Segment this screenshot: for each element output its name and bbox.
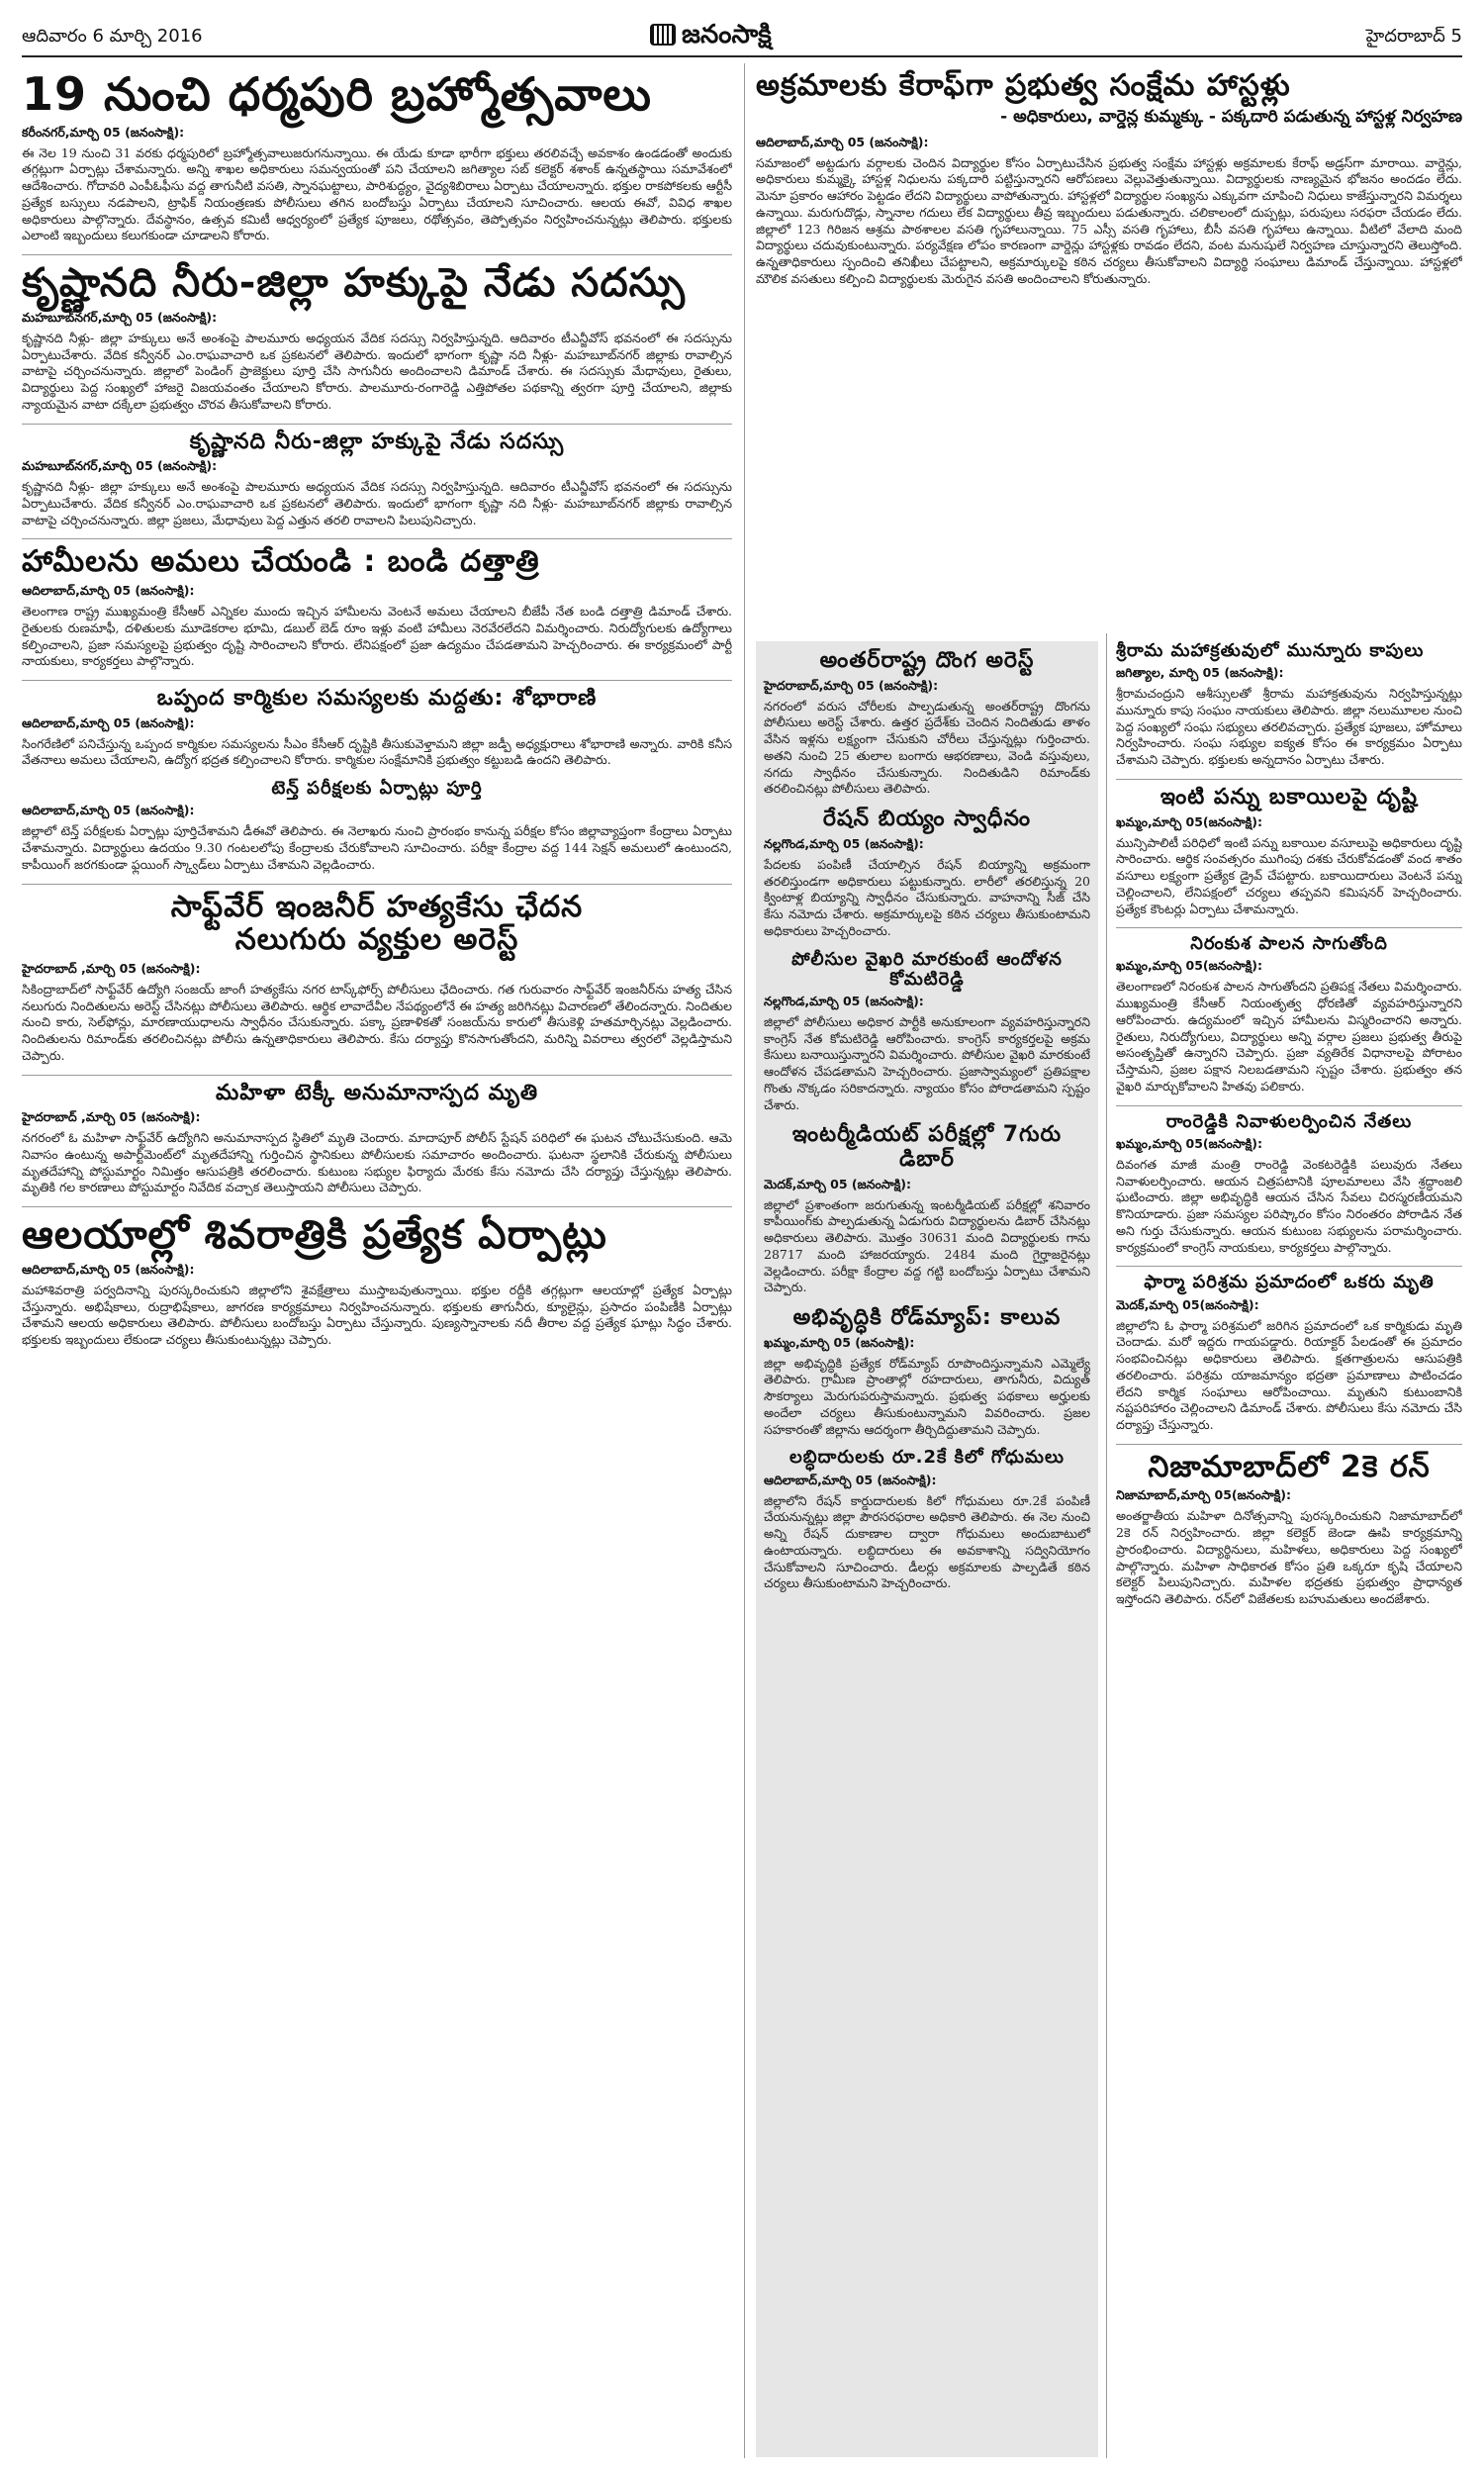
- column-divider: [744, 63, 745, 2458]
- article-krishna-river-1: [22, 261, 732, 414]
- page-city-number: హైదరాబాద్ 5: [1365, 26, 1462, 47]
- divider: [22, 1206, 732, 1207]
- headline: హామీలను అమలు చేయండి : బండి దత్తాత్రి: [22, 544, 540, 580]
- divider: [22, 680, 732, 681]
- dateline: నల్లగొండ,మార్చి 05 (జనంసాక్షి):: [764, 835, 924, 851]
- divider: [1116, 1266, 1462, 1267]
- dateline: హైదరాబాద్ ,మార్చి 05 (జనంసాక్షి):: [22, 960, 201, 976]
- dateline: ఆదిలాబాద్,మార్చి 05 (జనంసాక్షి):: [764, 1472, 937, 1487]
- article-munnuru-kapu: [1116, 641, 1462, 769]
- headline-line-2: నలుగురు వ్యక్తుల అరెస్ట్: [234, 922, 519, 958]
- article-body: మున్సిపాలిటీ పరిధిలో ఇంటి పన్ను బకాయిల వసూలుపై అధికారులు దృష్టి సారించారు. ఆర్థిక సంవత్సరం ముగింపు దశకు చేరుకోవడంతో వంద శాతం వసూలు లక్ష్యంగా ప్రత్యేక డ్రైవ్ చేపట్టారు. బకాయిదారులు వెంటనే పన్ను చెల్లించాలని, లేనిపక్షంలో చర్యలు తప్పవని కమిషనర్ హెచ్చరించారు. ప్రత్యేక కౌంటర్లు ఏర్పాటు చేశామన్నారు.: [1116, 834, 1462, 916]
- article-body: జిల్లాలోని రేషన్ కార్డుదారులకు కిలో గోధుమలు రూ.2కే పంపిణీ చేయనున్నట్లు జిల్లా పౌరసరఫరాల అధికారి తెలిపారు. ఈ నెల నుంచి అన్ని రేషన్ దుకాణాల ద్వారా గోధుమలు అందుబాటులో ఉంటాయన్నారు. లబ్ధిదారులు ఈ అవకాశాన్ని సద్వినియోగం చేసుకోవాలని సూచించారు. డీలర్లు అక్రమాలకు పాల్పడితే కఠిన చర్యలు తీసుకుంటామని హెచ్చరించారు.: [764, 1492, 1090, 1591]
- article-body: నగరంలో వరుస చోరీలకు పాల్పడుతున్న అంతర్‌రాష్ట్ర దొంగను పోలీసులు అరెస్ట్ చేశారు. ఉత్తర ప్రదేశ్‌కు చెందిన నిందితుడు తాళం వేసిన ఇళ్లను లక్ష్యంగా చేసుకుని చోరీలు చేస్తున్నట్లు గుర్తించారు. అతని నుంచి 25 తులాల బంగారు ఆభరణాలు, వెండి వస్తువులు, నగదు స్వాధీనం చేసుకున్నారు. నిందితుడిని రిమాండ్‌కు తరలించినట్లు పోలీసులు తెలిపారు.: [764, 698, 1090, 797]
- headline: టెన్త్ పరీక్షలకు ఏర్పాట్లు పూర్తి: [271, 778, 483, 800]
- headline: రాంరెడ్డికి నివాళులర్పించిన నేతలు: [1165, 1110, 1413, 1132]
- dateline: ఆదిలాబాద్,మార్చి 05 (జనంసాక్షి):: [22, 583, 195, 599]
- divider: [1116, 927, 1462, 928]
- headline: కృష్ణానది నీరు-జిల్లా హక్కుపై నేడు సదస్సు: [22, 260, 686, 307]
- article-body: శ్రీరామచంద్రుని ఆశీస్సులతో శ్రీరామ మహాక్రతువును నిర్వహిస్తున్నట్లు మున్నూరు కాపు సంఘం నాయకులు తెలిపారు. జిల్లా నలుమూలల నుంచి పెద్ద సంఖ్యలో సంఘ సభ్యులు తరలివచ్చారు. ప్రత్యేక పూజలు, హోమాలు నిర్వహించారు. సంఘ సభ్యుల ఐక్యత కోసం ఈ కార్యక్రమం ఏర్పాటు చేశామని చెప్పారు. భక్తులకు అన్నదానం ఏర్పాటు చేశారు.: [1116, 686, 1462, 768]
- article-body: దివంగత మాజీ మంత్రి రాంరెడ్డి వెంకటరెడ్డికి పలువురు నేతలు నివాళులర్పించారు. ఆయన చిత్రపటానికి పూలమాలలు వేసి శ్రద్ధాంజలి ఘటించారు. జిల్లా అభివృద్ధికి ఆయన చేసిన సేవలు చిరస్మరణీయమని కొనియాడారు. ప్రజా సమస్యల పరిష్కారం కోసం నిరంతరం పోరాడిన నేత అని గుర్తు చేసుకున్నారు. ఆయన కుటుంబ సభ్యులను పరామర్శించారు. కార్యక్రమంలో కాంగ్రెస్ నాయకులు, కార్యకర్తలు పాల్గొన్నారు.: [1116, 1156, 1462, 1255]
- divider: [22, 254, 732, 255]
- article-house-tax: [1116, 786, 1462, 917]
- headline: నిరంకుశ పాలన సాగుతోంది: [1190, 933, 1388, 955]
- article-body: పేదలకు పంపిణీ చేయాల్సిన రేషన్ బియ్యాన్ని అక్రమంగా తరలిస్తుండగా అధికారులు పట్టుకున్నారు. లారీలో తరలిస్తున్న 20 క్వింటాళ్ల బియ్యాన్ని స్వాధీనం చేసుకున్నారు. వాహనాన్ని సీజ్ చేసి కేసు నమోదు చేశారు. అక్రమార్కులపై కఠిన చర్యలు తీసుకుంటామని అధికారులు హెచ్చరించారు.: [764, 856, 1090, 938]
- dateline: ఆదిలాబాద్,మార్చి 05 (జనంసాక్షి):: [22, 803, 195, 818]
- dateline: ఆదిలాబాద్,మార్చి 05 (జనంసాక్షి):: [22, 714, 195, 730]
- headline: ఇంటర్మీడియట్ పరీక్షల్లో 7గురు డిబార్: [791, 1122, 1063, 1172]
- masthead-logo-icon: [650, 24, 676, 46]
- article-body: జిల్లాలో టెన్త్ పరీక్షలకు ఏర్పాట్లు పూర్తిచేశామని డీఈవో తెలిపారు. ఈ నెలాఖరు నుంచి ప్రారంభం కానున్న పరీక్షల కోసం జిల్లావ్యాప్తంగా కేంద్రాలు ఏర్పాటు చేశామన్నారు. విద్యార్థులు ఉదయం 9.30 గంటలలోపు కేంద్రాలకు చేరుకోవాలని సూచించారు. పరీక్షా కేంద్రాల వద్ద 144 సెక్షన్ అమలులో ఉంటుందని, కాపీయింగ్ జరగకుండా ఫ్లయింగ్ స్క్వాడ్‌లు ఏర్పాటు చేశామని వెల్లడించారు.: [22, 823, 732, 872]
- dateline: జగిత్యాల, మార్చి 05 (జనంసాక్షి):: [1116, 665, 1284, 681]
- article-body: అంతర్జాతీయ మహిళా దినోత్సవాన్ని పురస్కరించుకుని నిజామాబాద్‌లో 2కె రన్ నిర్వహించారు. జిల్లా కలెక్టర్ జెండా ఊపి కార్యక్రమాన్ని ప్రారంభించారు. విద్యార్థినులు, మహిళలు, అధికారులు పెద్ద సంఖ్యలో పాల్గొన్నారు. మహిళా సాధికారత కోసం ప్రతి ఒక్కరూ కృషి చేయాలని కలెక్టర్ పిలుపునిచ్చారు. మహిళల భద్రతకు ప్రభుత్వం ప్రాధాన్యత ఇస్తోందని తెలిపారు. రన్‌లో విజేతలకు బహుమతులు అందజేశారు.: [1116, 1508, 1462, 1607]
- dateline: హైదరాబాద్ ,మార్చి 05 (జనంసాక్షి):: [22, 1109, 201, 1125]
- divider: [1116, 1105, 1462, 1106]
- article-pharma-accident: [1116, 1273, 1462, 1433]
- headline: అంతర్‌రాష్ట్ర దొంగ అరెస్ట్: [819, 648, 1035, 673]
- article-wheat: [764, 1448, 1090, 1592]
- article-interstate-thief: [764, 649, 1090, 798]
- dateline: మహబూబ్‌నగర్,మార్చి 05 (జనంసాక్షి):: [22, 458, 218, 474]
- article-body: ఈ నెల 19 నుంచి 31 వరకు ధర్మపురిలో బ్రహ్మోత్సవాలుజరుగనున్నాయి. ఈ యేడు కూడా భారీగా భక్తులు తరలివచ్చే అవకాశం ఉండడంతో అందుకు తగ్గట్లుగా ఏర్పాట్లు చేశామన్నారు. అన్ని శాఖల అధికారులు సమన్వయంతో పని చేయాలని జగిత్యాల సబ్ కలెక్టర్ శశాంక్ ఉన్నతస్థాయి సమావేశంలో ఆదేశించారు. గోదావరి ఎంపీఓఫీసు వద్ద తాగునీటి వసతి, స్నానఘట్టాలు, పారిశుద్ధ్యం, వైద్యశిబిరాలు ఏర్పాటు చేయాలన్నారు. భక్తుల రాకపోకలకు ఆర్టీసీ ప్రత్యేక బస్సులు నడపాలని, ట్రాఫిక్ నియంత్రణకు పోలీసులు తగిన బందోబస్తు ఏర్పాటు చేయాలని సూచించారు. ఆలయ ఈవో, వివిధ శాఖల అధికారులు పాల్గొన్నారు. దేవస్థానం, ఉత్సవ కమిటీ ఆధ్వర్యంలో ప్రత్యేక పూజలు, రథోత్సవం, తెప్పోత్సవం నిర్వహించనున్నట్లు తెలిపారు. భక్తులకు ఎలాంటి ఇబ్బందులు కలుగకుండా చూడాలని కోరారు.: [22, 144, 732, 243]
- article-body: జిల్లాలో ప్రశాంతంగా జరుగుతున్న ఇంటర్మీడియట్ పరీక్షల్లో శనివారం కాపీయింగ్‌కు పాల్పడుతున్న ఏడుగురు విద్యార్థులను డిబార్ చేసినట్లు అధికారులు తెలిపారు. మొత్తం 30631 మంది విద్యార్థులకు గాను 28717 మంది హాజరయ్యారు. 2484 మంది గైర్హాజరైనట్లు వెల్లడించారు. పరీక్షా కేంద్రాల వద్ద గట్టి బందోబస్తు ఏర్పాటు చేశామని చెప్పారు.: [764, 1196, 1090, 1295]
- middle-column-box: [756, 641, 1098, 2457]
- issue-date: ఆదివారం 6 మార్చి 2016: [22, 26, 203, 47]
- dateline: ఖమ్మం,మార్చి 05(జనంసాక్షి):: [1116, 813, 1262, 829]
- dateline: ఖమ్మం,మార్చి 05(జనంసాక్షి):: [1116, 958, 1262, 974]
- dateline: మెదక్,మార్చి 05(జనంసాక్షి):: [1116, 1296, 1259, 1312]
- headline: కృష్ణానది నీరు-జిల్లా హక్కుపై నేడు సదస్సు: [189, 428, 565, 454]
- article-body: జిల్లా అభివృద్ధికి ప్రత్యేక రోడ్‌మ్యాప్ రూపొందిస్తున్నామని ఎమ్మెల్యే తెలిపారు. గ్రామీణ ప్రాంతాల్లో రహదారులు, తాగునీరు, విద్యుత్ సౌకర్యాలు మెరుగుపరుస్తామన్నారు. ప్రభుత్వ పథకాలు అర్హులకు అందేలా చర్యలు తీసుకుంటున్నామని వివరించారు. ప్రజల సహకారంతో జిల్లాను ఆదర్శంగా తీర్చిదిద్దుతామని చెప్పారు.: [764, 1355, 1090, 1437]
- article-body: నగరంలో ఓ మహిళా సాఫ్ట్‌వేర్ ఉద్యోగిని అనుమానాస్పద స్థితిలో మృతి చెందారు. మాదాపూర్ పోలీస్ స్టేషన్ పరిధిలో ఈ ఘటన చోటుచేసుకుంది. ఆమె నివాసం ఉంటున్న అపార్ట్‌మెంట్‌లో మృతదేహాన్ని గుర్తించిన స్థానికులు పోలీసులకు సమాచారం అందించారు. ఘటనా స్థలానికి చేరుకున్న పోలీసులు మృతదేహాన్ని పోస్టుమార్టం నిమిత్తం ఆసుపత్రికి తరలించారు. కుటుంబ సభ్యుల ఫిర్యాదు మేరకు కేసు నమోదు చేసి దర్యాప్తు చేస్తున్నట్లు తెలిపారు. మృతికి గల కారణాలు పోస్టుమార్టం నివేదిక వచ్చాక తెలుస్తాయని పోలీసులు చెప్పారు.: [22, 1130, 732, 1195]
- article-autocratic-rule: [1116, 934, 1462, 1094]
- headline: లబ్ధిదారులకు రూ.2కే కిలో గోధుమలు: [789, 1447, 1065, 1469]
- article-bandi-dattatri: [22, 545, 732, 670]
- subheadline: - అధికారులు, వార్డెన్ల కుమ్మక్కు - పక్కదారి పడుతున్న హాస్టళ్ల నిర్వహణ: [1000, 106, 1462, 127]
- article-inter-exams-debar: [764, 1123, 1090, 1296]
- divider: [1116, 1444, 1462, 1445]
- headline: అక్రమాలకు కేరాఫ్‌గా ప్రభుత్వ సంక్షేమ హాస్టళ్లు: [756, 69, 1291, 103]
- article-komatireddy: [764, 950, 1090, 1114]
- headline: పోలీసుల వైఖరి మారకుంటే ఆందోళన కోమటిరెడ్డి: [791, 948, 1063, 990]
- article-body: తెలంగాణ రాష్ట్ర ముఖ్యమంత్రి కేసీఆర్ ఎన్నికల ముందు ఇచ్చిన హామీలను వెంటనే అమలు చేయాలని బీజేపీ నేత బండి దత్తాత్రి డిమాండ్ చేశారు. రైతులకు రుణమాఫీ, దళితులకు మూడెకరాల భూమి, డబుల్ బెడ్ రూం ఇళ్లు వంటి హామీలు నెరవేరలేదని విమర్శించారు. నిరుద్యోగులకు ఉద్యోగాలు కల్పించాలని, ప్రజా సమస్యలపై ప్రభుత్వం దృష్టి సారించాలని కోరారు. లేనిపక్షంలో ప్రజా ఉద్యమం చేపడతామని హెచ్చరించారు. ఈ కార్యక్రమంలో పార్టీ నాయకులు, కార్యకర్తలు పాల్గొన్నారు.: [22, 604, 732, 669]
- article-2k-run: [1116, 1451, 1462, 1608]
- dateline: ఖమ్మం,మార్చి 05 (జనంసాక్షి):: [764, 1334, 915, 1350]
- article-body: జిల్లాలోని ఓ ఫార్మా పరిశ్రమలో జరిగిన ప్రమాదంలో ఒక కార్మికుడు మృతి చెందాడు. మరో ఇద్దరు గాయపడ్డారు. రియాక్టర్ పేలడంతో ఈ ప్రమాదం సంభవించినట్లు అధికారులు తెలిపారు. క్షతగాత్రులను ఆసుపత్రికి తరలించారు. పరిశ్రమ యాజమాన్యం భద్రతా ప్రమాణాలు పాటించడం లేదని కార్మిక సంఘాలు ఆరోపించాయి. మృతుని కుటుంబానికి నష్టపరిహారం చెల్లించాలని డిమాండ్ చేశారు. పోలీసులు కేసు నమోదు చేసి దర్యాప్తు చేస్తున్నారు.: [1116, 1317, 1462, 1432]
- article-body: తెలంగాణలో నిరంకుశ పాలన సాగుతోందని ప్రతిపక్ష నేతలు విమర్శించారు. ముఖ్యమంత్రి కేసీఆర్ నియంతృత్వ ధోరణితో వ్యవహరిస్తున్నారని ఆరోపించారు. ఉద్యమంలో ఇచ్చిన హామీలను విస్మరించారని అన్నారు. రైతులు, నిరుద్యోగులు, విద్యార్థులు అన్ని వర్గాల ప్రజలు ప్రభుత్వ తీరుపై అసంతృప్తితో ఉన్నారని చెప్పారు. ప్రజా వ్యతిరేక విధానాలపై పోరాటం చేస్తామని, ప్రజల పక్షాన నిలబడతామని స్పష్టం చేశారు. ప్రభుత్వం తన వైఖరి మార్చుకోవాలని హితవు పలికారు.: [1116, 979, 1462, 1094]
- headline: ఫార్మా పరిశ్రమ ప్రమాదంలో ఒకరు మృతి: [1144, 1272, 1435, 1293]
- article-body: జిల్లాలో పోలీసులు అధికార పార్టీకి అనుకూలంగా వ్యవహరిస్తున్నారని కాంగ్రెస్ నేత కోమటిరెడ్డి ఆరోపించారు. కాంగ్రెస్ కార్యకర్తలపై అక్రమ కేసులు బనాయిస్తున్నారని విమర్శించారు. పోలీసుల వైఖరి మారకుంటే ఆందోళన చేపడతామని హెచ్చరించారు. ప్రజాస్వామ్యంలో ప్రతిపక్షాల గొంతు నొక్కడం సరికాదన్నారు. న్యాయం కోసం పోరాడతామని స్పష్టం చేశారు.: [764, 1013, 1090, 1112]
- dateline: నిజామాబాద్,మార్చి 05(జనంసాక్షి):: [1116, 1487, 1291, 1503]
- column-divider: [1106, 633, 1107, 2458]
- headline: ఇంటి పన్ను బకాయిలపై దృష్టి: [1159, 784, 1419, 809]
- article-dharmapuri: [22, 69, 732, 244]
- dateline: మహబూబ్‌నగర్,మార్చి 05 (జనంసాక్షి):: [22, 309, 218, 325]
- headline: 19 నుంచి ధర్మపురి బ్రహ్మోత్సవాలు: [22, 69, 652, 121]
- left-column: [22, 69, 732, 2459]
- article-ration-rice: [764, 808, 1090, 939]
- article-body: సికింద్రాబాద్‌లో సాఫ్ట్‌వేర్ ఉద్యోగి సంజయ్ జాంగీ హత్యకేసు నగర టాస్క్‌ఫోర్స్ పోలీసులు ఛేదించారు. గత గురువారం సాఫ్ట్‌వేర్ ఇంజనీర్‌ను హత్య చేసిన నలుగురు నిందితులను అరెస్ట్ చేసినట్లు పోలీసులు తెలిపారు. ఆర్థిక లావాదేవీల నేపథ్యంలోనే ఈ హత్య జరిగినట్లు విచారణలో తేలిందన్నారు. నిందితుల నుంచి కారు, సెల్‌ఫోన్లు, మారణాయుధాలను స్వాధీనం చేసుకున్నారు. పక్కా ప్రణాళికతో సంజయ్‌ను కారులో తీసుకెళ్లి హతమార్చినట్లు వెల్లడించారు. నిందితులను రిమాండ్‌కు తరలించినట్లు పోలీసు ఉన్నతాధికారులు తెలిపారు. కేసు దర్యాప్తు కొనసాగుతోందని, మరిన్ని వివరాలు త్వరలో వెల్లడిస్తామని చెప్పారు.: [22, 981, 732, 1063]
- divider: [22, 1075, 732, 1076]
- dateline: ఆదిలాబాద్,మార్చి 05 (జనంసాక్షి):: [756, 134, 929, 149]
- dateline: ఖమ్మం,మార్చి 05(జనంసాక్షి):: [1116, 1135, 1262, 1151]
- article-contract-workers: [22, 687, 732, 769]
- article-woman-techie: [22, 1082, 732, 1197]
- feature-hostels: [756, 69, 1462, 633]
- page-header: [22, 20, 1462, 57]
- headline: ఆలయాల్లో శివరాత్రికి ప్రత్యేక ఏర్పాట్లు: [22, 1212, 607, 1259]
- divider: [22, 884, 732, 885]
- dateline: మెదక్,మార్చి 05 (జనంసాక్షి):: [764, 1176, 911, 1191]
- article-body: కృష్ణానది నీళ్లు- జిల్లా హక్కులు అనే అంశంపై పాలమూరు అధ్యయన వేదిక సదస్సు నిర్వహిస్తున్నది. ఆదివారం టీఎన్జీవోస్ భవనంలో ఈ సదస్సును ఏర్పాటుచేశారు. వేదిక కన్వీనర్ ఎం.రాఘవాచారి ఒక ప్రకటనలో తెలిపారు. ఇందులో భాగంగా కృష్ణా నది నీళ్లు- మహబూబ్‌నగర్ జిల్లాకు రావాల్సిన వాటాపై చర్చించనున్నారు. జిల్లాలో పెండింగ్ ప్రాజెక్టులు పూర్తి చేసి సాగునీరు అందించాలని డిమాండ్ చేశారు. ఈ సదస్సుకు మేధావులు, రైతులు, విద్యార్థులు పెద్ద సంఖ్యలో హాజరై విజయవంతం చేయాలని కోరారు. పాలమూరు-రంగారెడ్డి ఎత్తిపోతల పథకాన్ని త్వరగా పూర్తి చేయాలని, జిల్లాకు న్యాయమైన వాటా దక్కేలా ప్రభుత్వం చొరవ తీసుకోవాలని కోరారు.: [22, 330, 732, 412]
- dateline: ఆదిలాబాద్,మార్చి 05 (జనంసాక్షి):: [22, 1261, 195, 1277]
- headline: సాఫ్ట్‌వేర్ ఇంజనీర్ హత్యకేసు ఛేదన: [170, 889, 584, 924]
- right-column: [1116, 641, 1462, 2457]
- headline: ఒప్పంద కార్మికుల సమస్యలకు మద్దతు: శోభారాణి: [156, 686, 598, 712]
- headline: మహిళా టెక్కీ అనుమానాస్పద మృతి: [215, 1080, 539, 1105]
- article-krishna-river-2: [22, 430, 732, 529]
- masthead: [650, 20, 772, 55]
- divider: [22, 538, 732, 539]
- headline: నిజామాబాద్‌లో 2కె రన్: [1148, 1449, 1431, 1484]
- article-tenth-exams: [22, 779, 732, 873]
- article-body: సమాజంలో అట్టడుగు వర్గాలకు చెందిన విద్యార్థుల కోసం ఏర్పాటుచేసిన ప్రభుత్వ సంక్షేమ హాస్టళ్లు అక్రమాలకు కేరాఫ్ అడ్రస్‌గా మారాయి. వార్డెన్లు, అధికారులు కుమ్మక్కై హాస్టళ్ల నిధులను పక్కదారి పట్టిస్తున్నారని ఆరోపణలు వెల్లువెత్తుతున్నాయి. విద్యార్థులకు నాణ్యమైన భోజనం అందడం లేదు. మెనూ ప్రకారం ఆహారం పెట్టడం లేదని విద్యార్థులు వాపోతున్నారు. హాస్టళ్లలో విద్యార్థుల సంఖ్యను ఎక్కువగా చూపించి నిధులు కాజేస్తున్నారని విమర్శలు ఉన్నాయి. మరుగుదొడ్లు, స్నానాల గదులు లేక విద్యార్థులు తీవ్ర ఇబ్బందులు పడుతున్నారు. చలికాలంలో దుప్పట్లు, పరుపులు సరఫరా చేయడం లేదు. జిల్లాలో 123 గిరిజన ఆశ్రమ పాఠశాలల వసతి గృహాలున్నాయి. 75 ఎస్సీ వసతి గృహాలు, బీసీ వసతి గృహాలు ఉన్నాయి. వీటిలో వేలాది మంది విద్యార్థులు చదువుకుంటున్నారు. పర్యవేక్షణ లోపం కారణంగా వార్డెన్లు హాస్టళ్లకు రావడం లేదని, వంట మనుషులే నిర్వహణ చూస్తున్నారని తెలుస్తోంది. ఉన్నతాధికారులు స్పందించి తనిఖీలు చేపట్టాలని, అక్రమార్కులపై కఠిన చర్యలు తీసుకోవాలని విద్యార్థి సంఘాలు డిమాండ్ చేస్తున్నాయి. హాస్టళ్లలో మౌలిక వసతులు కల్పించి విద్యార్థులకు మెరుగైన వసతి అందించాలని కోరుతున్నారు.: [756, 154, 1462, 286]
- article-shivaratri: [22, 1213, 732, 1349]
- headline: రేషన్ బియ్యం స్వాధీనం: [822, 807, 1032, 832]
- headline: అభివృద్ధికి రోడ్‌మ్యాప్: కాలువ: [792, 1305, 1062, 1331]
- article-roadmap: [764, 1306, 1090, 1438]
- divider: [1116, 779, 1462, 780]
- article-ramreddy-tribute: [1116, 1112, 1462, 1257]
- dateline: నల్లగొండ,మార్చి 05 (జనంసాక్షి):: [764, 993, 924, 1008]
- headline: శ్రీరామ మహాక్రతువులో మున్నూరు కాపులు: [1116, 641, 1425, 661]
- article-software-engineer-murder: [22, 891, 732, 1065]
- divider: [22, 424, 732, 425]
- masthead-name: జనంసాక్షి: [682, 20, 772, 49]
- dateline: కరీంనగర్,మార్చి 05 (జనంసాక్షి):: [22, 124, 185, 140]
- dateline: హైదరాబాద్,మార్చి 05 (జనంసాక్షి):: [764, 677, 939, 693]
- article-body: కృష్ణానది నీళ్లు- జిల్లా హక్కులు అనే అంశంపై పాలమూరు అధ్యయన వేదిక సదస్సు నిర్వహిస్తున్నది. ఆదివారం టీఎన్జీవోస్ భవనంలో ఈ సదస్సును ఏర్పాటుచేశారు. వేదిక కన్వీనర్ ఎం.రాఘవాచారి ఒక ప్రకటనలో తెలిపారు. ఇందులో భాగంగా కృష్ణా నది నీళ్లు- మహబూబ్‌నగర్ జిల్లాకు రావాల్సిన వాటాపై చర్చించనున్నారు. జిల్లా ప్రజలు, మేధావులు పెద్ద ఎత్తున తరలి రావాలని పిలుపునిచ్చారు.: [22, 479, 732, 527]
- article-body: మహాశివరాత్రి పర్వదినాన్ని పురస్కరించుకుని జిల్లాలోని శైవక్షేత్రాలు ముస్తాబవుతున్నాయి. భక్తుల రద్దీకి తగ్గట్లుగా ఆలయాల్లో ప్రత్యేక ఏర్పాట్లు చేస్తున్నారు. అభిషేకాలు, రుద్రాభిషేకాలు, జాగరణ కార్యక్రమాలు నిర్వహించనున్నారు. భక్తులకు తాగునీరు, క్యూలైన్లు, ప్రసాదం పంపిణీకి ఏర్పాట్లు చేశామని ఆలయ అధికారులు తెలిపారు. పోలీసులు బందోబస్తు ఏర్పాటు చేస్తున్నారు. పుణ్యస్నానాలకు నదీ తీరాల వద్ద ప్రత్యేక ఘాట్లు సిద్ధం చేశారు. భక్తులకు ఇబ్బందులు లేకుండా చర్యలు తీసుకుంటున్నట్లు చెప్పారు.: [22, 1282, 732, 1348]
- article-body: సింగరేణిలో పనిచేస్తున్న ఒప్పంద కార్మికుల సమస్యలను సీఎం కేసీఆర్ దృష్టికి తీసుకువెళ్తామని జిల్లా జడ్పీ అధ్యక్షురాలు శోభారాణి అన్నారు. వారికి కనీస వేతనాలు అమలు చేయాలని, ఉద్యోగ భద్రత కల్పించాలని కోరారు. కార్మికుల సంక్షేమానికి ప్రభుత్వం కట్టుబడి ఉందని తెలిపారు.: [22, 735, 732, 768]
